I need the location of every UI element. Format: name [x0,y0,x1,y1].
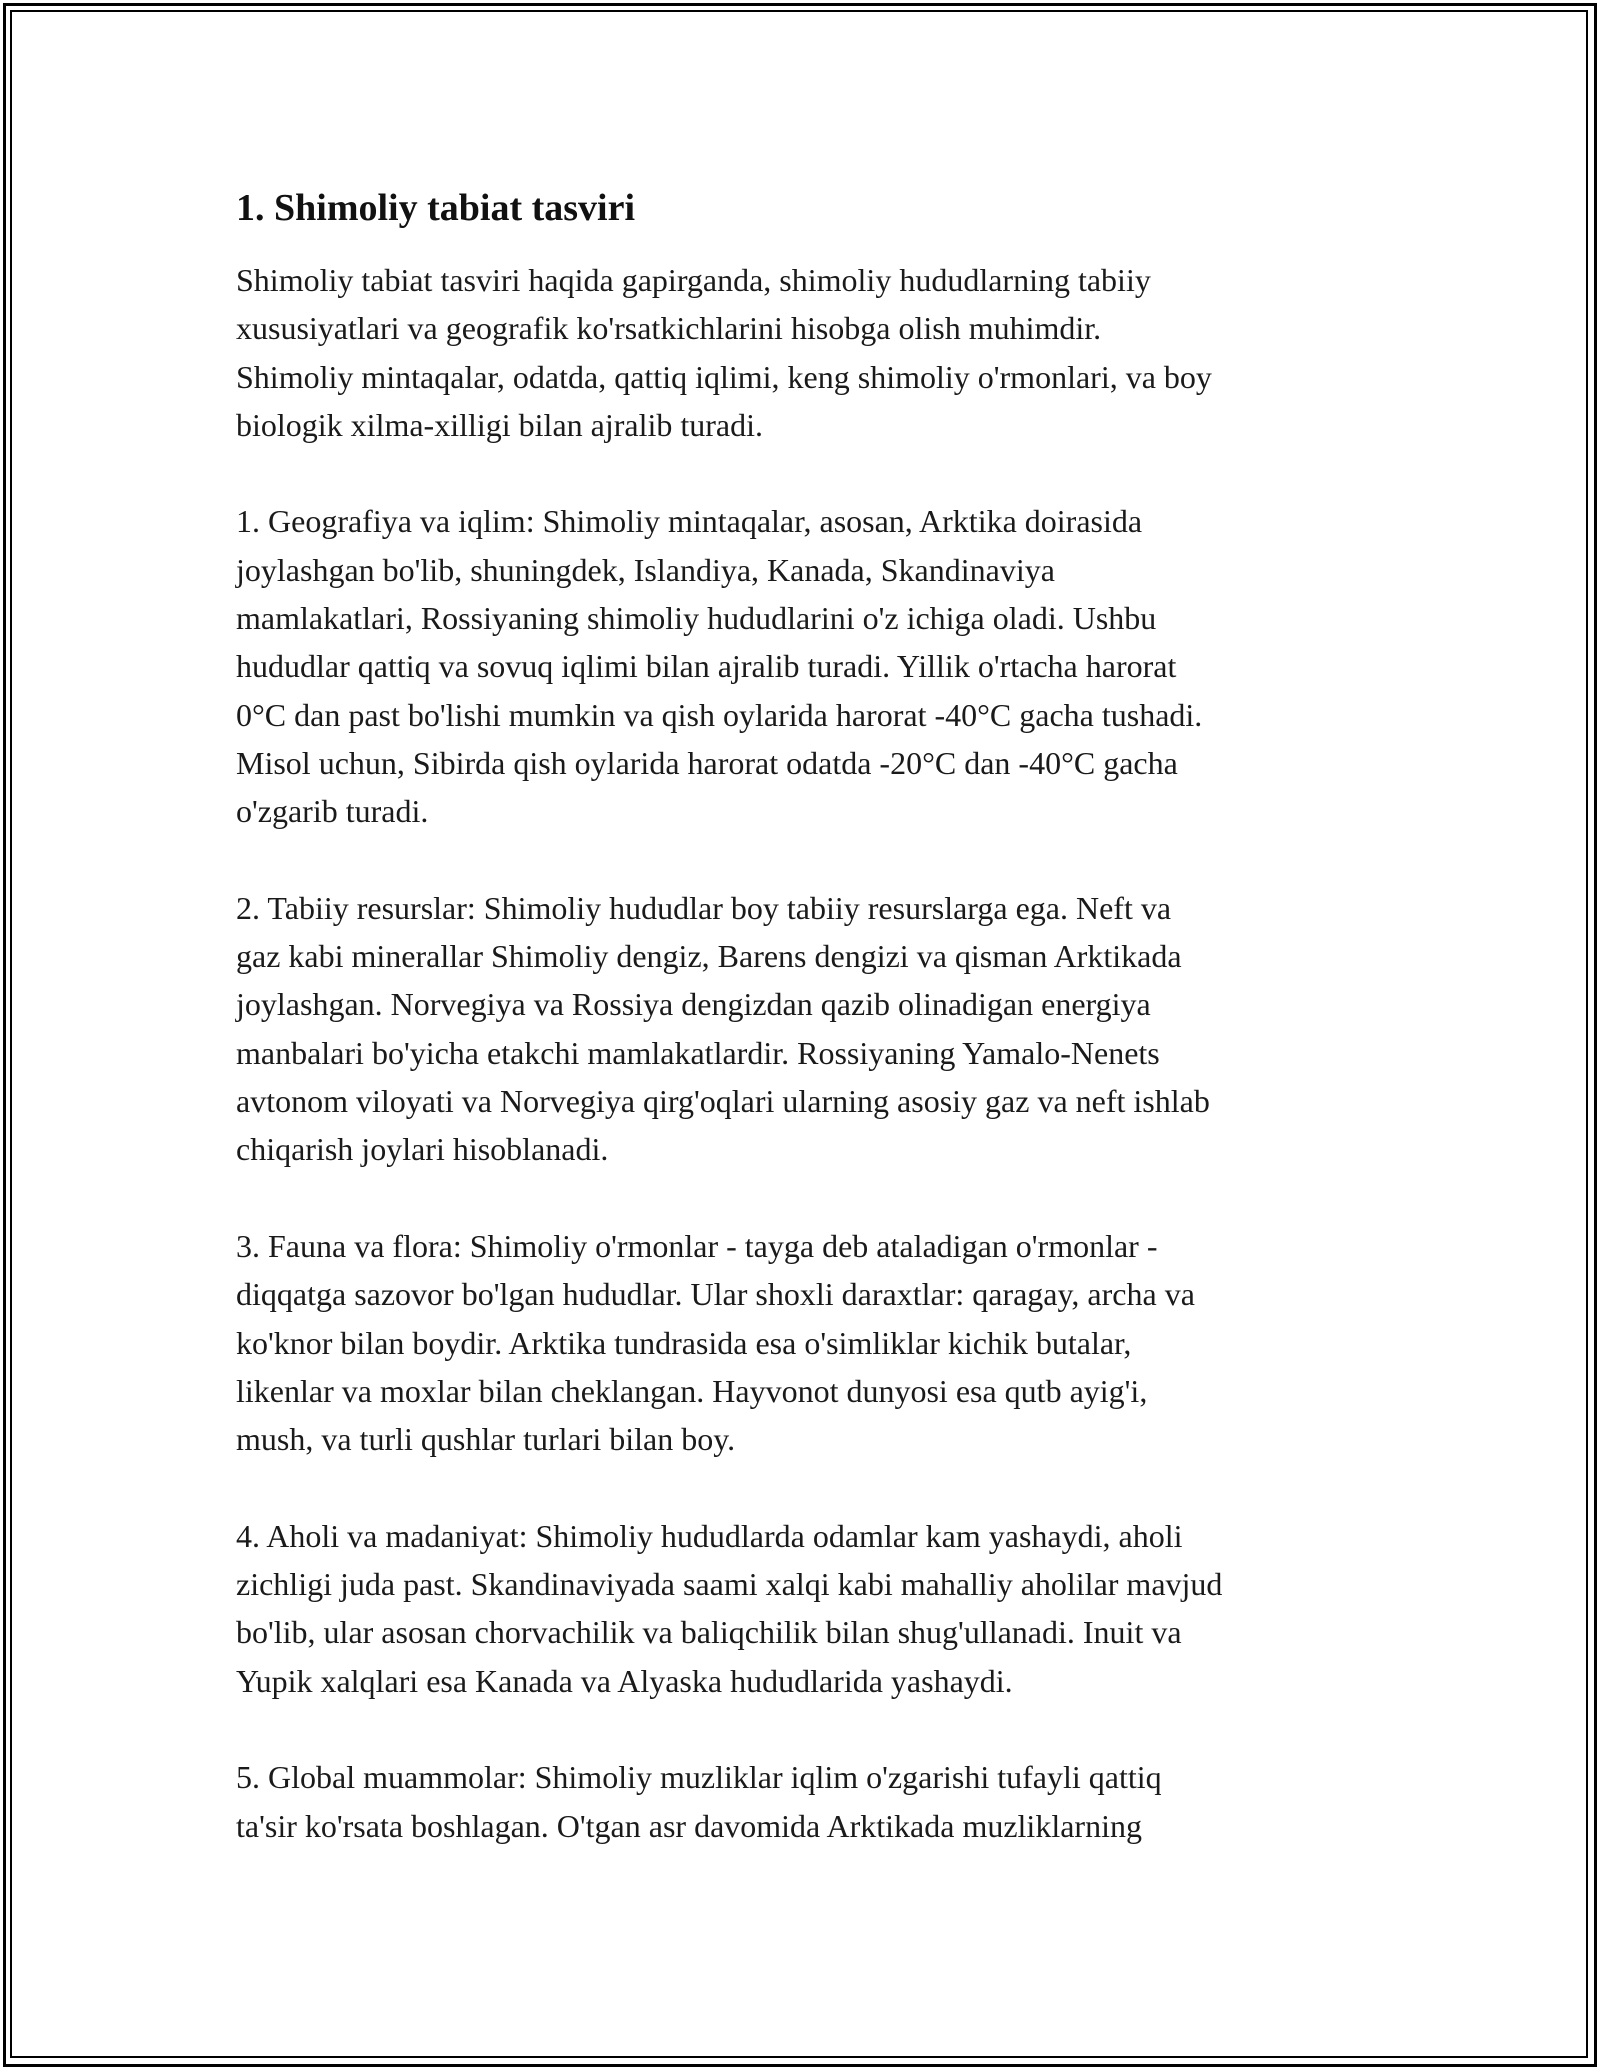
text-line: o'zgarib turadi. [236,793,429,830]
paragraph-population-culture [236,1512,1376,1705]
document-body [236,184,1376,1898]
paragraph-intro [236,256,1376,449]
paragraph-geography-climate [236,497,1376,835]
text-line: 5. Global muammolar: Shimoliy muzliklar iqlim o'zgarishi tufayli qattiq [236,1759,1162,1796]
text-line: diqqatga sazovor bo'lgan hududlar. Ular shoxli daraxtlar: qaragay, archa va [236,1276,1195,1313]
text-line: 1. Geografiya va iqlim: Shimoliy mintaqalar, asosan, Arktika doirasida [236,503,1143,540]
text-line: ta'sir ko'rsata boshlagan. O'tgan asr davomida Arktikada muzliklarning [236,1807,1142,1844]
text-line: 3. Fauna va flora: Shimoliy o'rmonlar - tayga deb ataladigan o'rmonlar - [236,1227,1158,1264]
text-line: Shimoliy tabiat tasviri haqida gapirganda, shimoliy hududlarning tabiiy [236,262,1151,298]
text-line: biologik xilma-xilligi bilan ajralib turadi. [236,406,764,443]
paragraph-natural-resources [236,884,1376,1174]
text-line: joylashgan bo'lib, shuningdek, Islandiya, Kanada, Skandinaviya [236,551,1055,588]
text-line: chiqarish joylari hisoblanadi. [236,1131,609,1168]
paragraph-fauna-flora [236,1222,1376,1463]
section-heading: 1. Shimoliy tabiat tasviri [236,187,636,229]
text-line: likenlar va moxlar bilan cheklangan. Hayvonot dunyosi esa qutb ayig'i, [236,1372,1148,1409]
text-line: joylashgan. Norvegiya va Rossiya dengizdan qazib olinadigan energiya [236,986,1151,1023]
text-line: xususiyatlari va geografik ko'rsatkichlarini hisobga olish muhimdir. [236,310,1102,347]
text-line: Shimoliy mintaqalar, odatda, qattiq iqlimi, keng shimoliy o'rmonlari, va boy [236,358,1212,395]
text-line: gaz kabi minerallar Shimoliy dengiz, Barens dengizi va qisman Arktikada [236,938,1182,975]
text-line: 2. Tabiiy resurslar: Shimoliy hududlar boy tabiiy resurslarga ega. Neft va [236,889,1172,926]
text-line: ko'knor bilan boydir. Arktika tundrasida esa o'simliklar kichik butalar, [236,1324,1132,1361]
text-line: zichligi juda past. Skandinaviyada saami xalqi kabi mahalliy aholilar mavjud [236,1566,1223,1603]
text-line: avtonom viloyati va Norvegiya qirg'oqlari ularning asosiy gaz va neft ishlab [236,1083,1210,1120]
text-line: 0°C dan past bo'lishi mumkin va qish oylarida harorat -40°C gacha tushadi. [236,696,1203,733]
text-line: mush, va turli qushlar turlari bilan boy. [236,1421,736,1458]
text-line: Misol uchun, Sibirda qish oylarida harorat odatda -20°C dan -40°C gacha [236,744,1178,781]
text-line: hududlar qattiq va sovuq iqlimi bilan ajralib turadi. Yillik o'rtacha harorat [236,648,1177,685]
text-line: 4. Aholi va madaniyat: Shimoliy hududlarda odamlar kam yashaydi, aholi [236,1517,1183,1554]
paragraph-global-problems [236,1753,1376,1850]
text-line: Yupik xalqlari esa Kanada va Alyaska hududlarida yashaydi. [236,1662,1013,1699]
text-line: bo'lib, ular asosan chorvachilik va baliqchilik bilan shug'ullanadi. Inuit va [236,1614,1182,1651]
text-line: mamlakatlari, Rossiyaning shimoliy hududlarini o'z ichiga oladi. Ushbu [236,600,1157,637]
text-line: manbalari bo'yicha etakchi mamlakatlardir. Rossiyaning Yamalo-Nenets [236,1034,1160,1071]
